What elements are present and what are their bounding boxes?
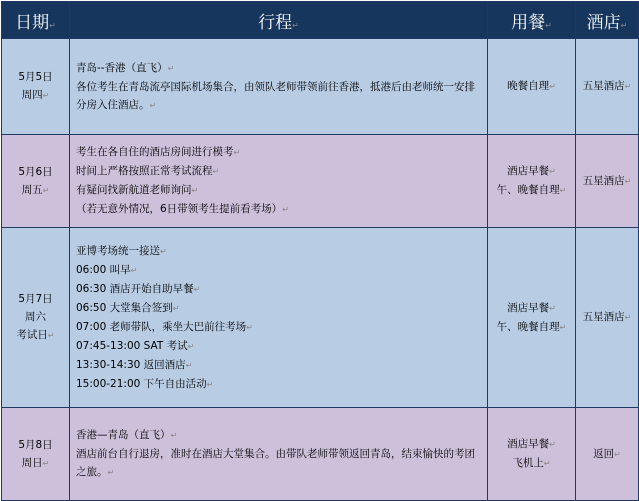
date-cell: 5月7日 周六 考试日↵	[2, 228, 70, 408]
itinerary-cell: 亚博考场统一接送↵ 06:00 叫早↵ 06:30 酒店开始自助早餐↵ 06:50 大堂集合签到↵ 07:00 老师带队，乘坐大巴前往考场↵ 07:45-13:00 SAT 考试↵ 13:30-14:30 返回酒店↵ 15:00-21:00 下午自由活动↵	[70, 228, 488, 408]
table-row	[2, 228, 639, 408]
meals-cell: 酒店早餐↵ 午、晚餐自理↵	[488, 228, 576, 408]
header-date: 日期↵	[2, 2, 70, 39]
meals-cell: 晚餐自理↵	[488, 39, 576, 135]
itinerary-cell: 香港—青岛（直飞）↵ 酒店前台自行退房，准时在酒店大堂集合。由带队老师带领返回青岛，结束愉快的考团之旅。↵	[70, 408, 488, 501]
date-cell: 5月8日 周日↵	[2, 408, 70, 501]
meals-cell: 酒店早餐↵ 飞机上↵	[488, 408, 576, 501]
hotel-cell: 五星酒店↵	[576, 39, 639, 135]
date-cell: 5月5日 周四↵	[2, 39, 70, 135]
itinerary-cell: 考生在各自住的酒店房间进行模考↵ 时间上严格按照正常考试流程↵ 有疑问找新航道老师询问↵ （若无意外情况，6日带领考生提前看考场）↵	[70, 135, 488, 228]
table-row	[2, 408, 639, 501]
table-row	[2, 39, 639, 135]
itinerary-table	[1, 1, 639, 501]
hotel-cell: 五星酒店↵	[576, 135, 639, 228]
date-cell: 5月6日 周五↵	[2, 135, 70, 228]
header-row	[2, 2, 639, 39]
hotel-cell: 五星酒店↵	[576, 228, 639, 408]
header-itinerary: 行程↵	[70, 2, 488, 39]
table-row	[2, 135, 639, 228]
header-meals: 用餐↵	[488, 2, 576, 39]
header-hotel: 酒店↵	[576, 2, 639, 39]
hotel-cell: 返回↵	[576, 408, 639, 501]
itinerary-cell: 青岛--香港（直飞）↵ 各位考生在青岛流亭国际机场集合，由领队老师带领前往香港，抵港后由老师统一安排分房入住酒店。↵	[70, 39, 488, 135]
meals-cell: 酒店早餐↵ 午、晚餐自理↵	[488, 135, 576, 228]
